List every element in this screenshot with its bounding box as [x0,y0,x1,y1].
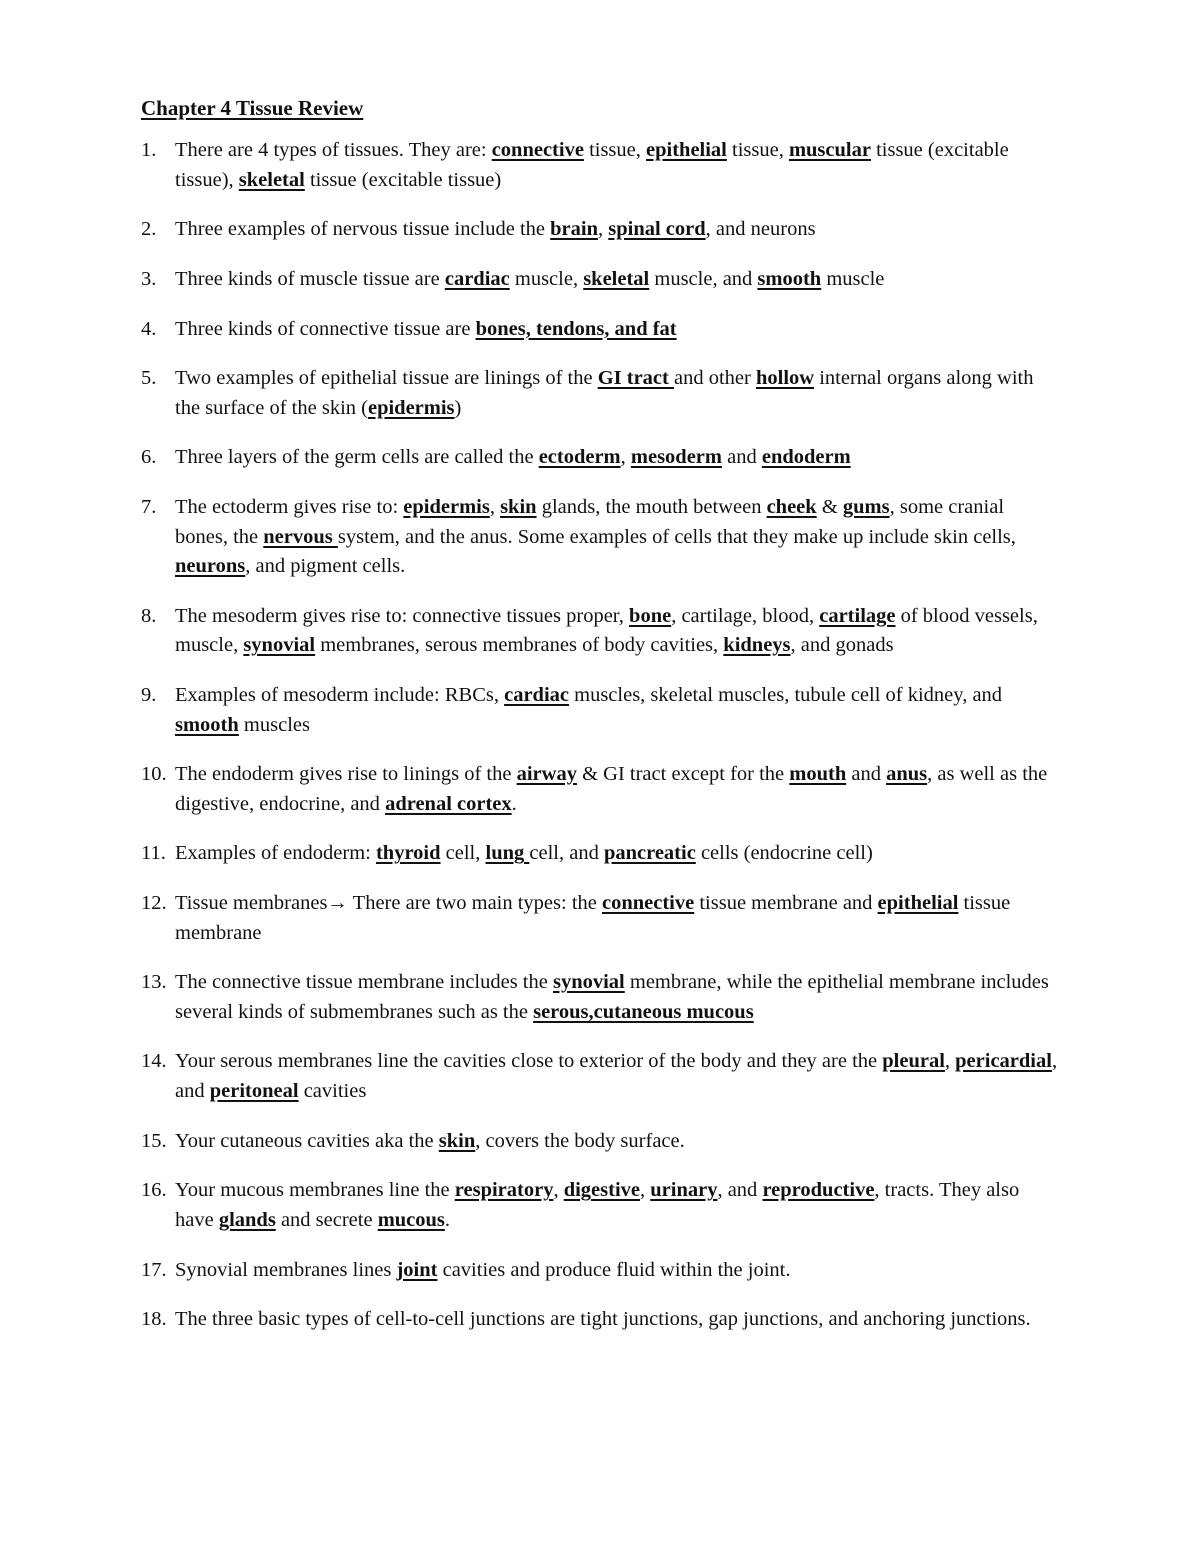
text-segment: muscle [821,267,885,290]
text-segment: , [944,1050,956,1073]
list-item [141,136,1061,195]
item-number: 1. [141,139,157,161]
list-item [141,1256,1061,1286]
text-segment: . [511,792,517,815]
answer-blank: endoderm [761,446,851,469]
text-segment: The mesoderm gives rise to: connective tissues proper, [175,604,630,627]
item-text [175,1050,1057,1102]
item-number: 4. [141,317,157,340]
text-segment: muscles [238,713,310,736]
answer-blank: epithelial [877,892,959,915]
text-segment: Three kinds of connective tissue are [175,317,476,340]
answer-blank: skeletal [238,168,305,191]
answer-blank: cheek [766,496,817,519]
answer-blank: digestive [563,1179,640,1202]
answer-blank: skeletal [583,267,650,290]
text-segment: , [489,496,501,519]
item-number: 9. [141,684,157,706]
item-number: 11. [141,842,166,865]
text-segment: Your mucous membranes line the [175,1179,455,1202]
text-segment: & GI tract except for the [576,763,790,786]
list-item [141,1305,1061,1335]
text-segment: Tissue membranes→ There are two main types: the [175,892,602,915]
answer-blank: skin [500,496,537,519]
item-text [175,446,851,468]
answer-blank: mouth [789,763,847,786]
answer-blank: pancreatic [603,842,696,865]
answer-blank: neurons [175,555,246,578]
answer-blank: thyroid [375,842,441,865]
text-segment: Synovial membranes lines [175,1258,397,1281]
text-segment: , and [717,1179,763,1202]
item-text [175,139,1009,191]
item-text [175,367,1033,419]
answer-blank: serous,cutaneous mucous [533,1000,754,1023]
item-number: 14. [141,1050,167,1073]
item-number: 7. [141,496,157,519]
text-segment: , [640,1179,651,1202]
list-item [141,602,1061,661]
item-text [175,1130,685,1152]
text-segment: tissue (excitable tissue) [304,168,502,191]
text-segment: Your cutaneous cavities aka the [175,1129,439,1152]
item-text [175,684,1002,736]
text-segment: tissue (excitable tissue), [175,139,1009,191]
answer-blank: epidermis [403,496,490,519]
answer-blank: smooth [175,713,239,736]
answer-blank: nervous [263,525,338,548]
item-text [175,892,1010,944]
list-item [141,889,1061,948]
text-segment: tissue membrane [175,892,1011,944]
answer-blank: kidneys [723,634,791,657]
item-number: 13. [141,971,167,994]
answer-blank: skin [438,1129,476,1152]
answer-blank: airway [516,763,577,786]
item-number: 2. [141,218,157,241]
answer-blank: epithelial [646,139,727,161]
list-item [141,968,1061,1027]
answer-blank: smooth [757,267,822,290]
text-segment: ) [454,396,462,419]
list-item [141,493,1061,582]
item-number: 10. [141,763,167,786]
text-segment: , and gonads [790,634,894,657]
text-segment: , tracts. They also have [175,1179,1020,1231]
text-segment: Your serous membranes line the cavities close to exterior of the body and they are the [175,1050,883,1073]
answer-blank: ectoderm [538,446,621,469]
text-segment: membranes, serous membranes of body cavities, [315,634,724,657]
item-text [175,1179,1019,1231]
text-segment: Examples of endoderm: [175,842,376,865]
text-segment: and [846,763,887,786]
text-segment: , [598,218,609,241]
text-segment: system, and the anus. Some examples of cells that they make up include skin cells, [337,525,1016,548]
item-text [175,842,873,864]
answer-blank: reproductive [762,1179,875,1202]
item-text [175,318,677,340]
list-item [141,681,1061,740]
list-item [141,1176,1061,1235]
page-title: Chapter 4 Tissue Review [141,96,364,120]
item-number: 18. [141,1308,167,1331]
answer-blank: urinary [650,1179,718,1202]
item-text [175,1259,790,1281]
answer-blank: adrenal cortex [385,792,512,815]
item-text [175,1308,1031,1330]
text-segment: internal organs along with the surface of the skin ( [175,367,1034,419]
text-segment: cavities [298,1079,367,1102]
text-segment: muscle, and [649,267,758,290]
text-segment: membrane, while the epithelial membrane includes several kinds of submembranes such as the [175,971,1049,1023]
text-segment: and other [673,367,756,390]
list-item [141,839,1061,869]
text-segment: , some cranial bones, the [175,496,1005,548]
list-item [141,443,1061,473]
text-segment: Three kinds of muscle tissue are [175,267,445,290]
text-segment: cavities and produce fluid within the joint. [437,1258,791,1281]
text-segment: . [444,1208,451,1231]
answer-blank: connective [602,892,695,915]
text-segment: cells (endocrine cell) [695,842,873,865]
text-segment: muscle, [509,267,584,290]
answer-blank: lung [485,842,530,865]
answer-blank: muscular [788,139,871,161]
item-number: 16. [141,1179,167,1202]
item-number: 6. [141,446,157,469]
answer-blank: bones, tendons, and fat [475,317,677,340]
answer-blank: GI tract [597,367,674,390]
text-segment: The endoderm gives rise to linings of the [175,763,517,786]
answer-blank: mesoderm [630,446,722,469]
answer-blank: gums [842,496,890,519]
text-segment: , covers the body surface. [475,1129,685,1152]
text-segment: , as well as the digestive, endocrine, and [175,763,1048,815]
text-segment: , and pigment cells. [245,555,406,578]
answer-blank: bone [629,604,672,627]
item-text [175,763,1047,815]
item-text [175,971,1049,1023]
text-segment: cell, [440,842,486,865]
item-number: 8. [141,604,157,627]
answer-blank: respiratory [454,1179,554,1202]
text-segment: & [816,496,843,519]
answer-blank: cartilage [819,604,896,627]
answer-blank: pleural [882,1050,945,1073]
item-number: 12. [141,892,167,915]
list-item [141,265,1061,295]
answer-blank: hollow [755,367,815,390]
text-segment: muscles, skeletal muscles, tubule cell of kidney, and [569,684,1003,706]
text-segment: Three layers of the germ cells are called the [175,446,539,469]
text-segment: , cartilage, blood, [671,604,820,627]
text-segment: The connective tissue membrane includes the [175,971,553,994]
text-segment: Examples of mesoderm include: RBCs, [175,684,505,706]
text-segment: , [620,446,631,469]
answer-blank: anus [886,763,928,786]
answer-blank: joint [396,1258,438,1281]
text-segment: The three basic types of cell-to-cell junctions are tight junctions, gap junctions, and anchoring junctions. [175,1308,1031,1331]
item-number: 3. [141,267,157,290]
text-segment: , [553,1179,564,1202]
answer-blank: spinal cord [608,218,706,241]
text-segment: There are 4 types of tissues. They are: [175,139,492,161]
text-segment: and [721,446,762,469]
item-number: 15. [141,1129,167,1152]
answer-blank: cardiac [444,267,510,290]
list-item [141,760,1061,819]
answer-blank: synovial [552,971,625,994]
item-text [175,218,816,240]
text-segment: tissue membrane and [694,892,878,915]
text-segment: Three examples of nervous tissue include the [175,218,551,241]
text-segment: and secrete [275,1208,378,1231]
list-item [141,1047,1061,1106]
text-segment: tissue, [583,139,647,161]
item-number: 5. [141,367,157,390]
text-segment: The ectoderm gives rise to: [175,496,404,519]
answer-blank: glands [218,1208,276,1231]
list-item [141,215,1061,245]
text-segment: cell, and [529,842,604,865]
text-segment: glands, the mouth between [536,496,767,519]
text-segment: of blood vessels, muscle, [175,604,1038,657]
answer-blank: peritoneal [209,1079,299,1102]
text-segment: , and neurons [705,218,816,241]
item-number: 17. [141,1258,167,1281]
answer-blank: connective [491,139,584,161]
answer-blank: brain [550,218,599,241]
answer-blank: epidermis [367,396,455,419]
review-list [141,136,1061,1355]
answer-blank: synovial [243,634,316,657]
item-text [175,496,1016,577]
list-item [141,364,1061,423]
answer-blank: mucous [377,1208,445,1231]
answer-blank: pericardial [955,1050,1052,1073]
list-item [141,315,1061,345]
list-item [141,1127,1061,1157]
item-text [175,605,1038,657]
text-segment: tissue, [726,139,789,161]
answer-blank: cardiac [504,684,569,706]
text-segment: Two examples of epithelial tissue are linings of the [175,367,598,390]
text-segment: , and [175,1050,1058,1102]
item-text [175,268,884,290]
